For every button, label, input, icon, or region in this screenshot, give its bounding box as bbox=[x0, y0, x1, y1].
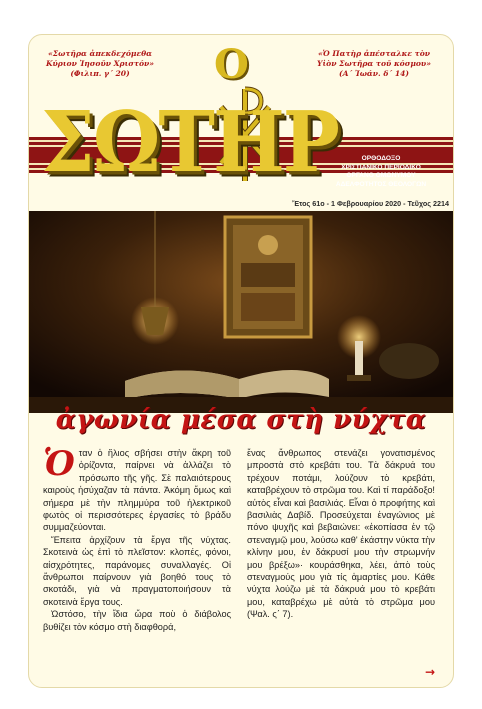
night-still-life-image bbox=[29, 211, 453, 413]
article-paragraph: Ὡστόσο, τὴν ἴδια ὥρα ποὺ ὁ διάβολος βυθίζει τὸν κόσμο στὴ διαφθορά, bbox=[43, 609, 231, 632]
article-headline: ἀγωνία μέσα στὴ νύχτα bbox=[55, 405, 427, 435]
masthead-quote-left: «Σωτῆρα ἀπεκδεχόμεθα Κύριον Ἰησοῦν Χριστόν» (Φιλιπ. γ΄ 20) bbox=[45, 49, 155, 78]
subtitle-line: ΟΡΘΟΔΟΞΟ bbox=[361, 155, 401, 162]
dropcap: Ὁ bbox=[43, 444, 75, 484]
article-column-right bbox=[247, 447, 435, 621]
masthead-quote-right: «Ὁ Πατὴρ ἀπέσταλκε τὸν Υἱὸν Σωτῆρα τοῦ κόσμου» (Α΄ Ἰωάν. δ΄ 14) bbox=[317, 49, 431, 78]
newspaper-page bbox=[28, 34, 454, 688]
continue-arrow-icon[interactable]: → bbox=[425, 665, 436, 679]
subtitle-line: ΧΡΙΣΤΙΑΝΙΚΟ ΠΕΡΙΟΔΙΚΟ bbox=[341, 163, 421, 171]
masthead-title: ΣΩΤΗΡ bbox=[41, 93, 338, 191]
paragraph-text: ταν ὁ ἥλιος σβήσει στὴν ἄκρη τοῦ ὁρίζοντα, παίρνει νὰ ἀλλάζει τὸ πρόσωπο τῆς γῆς. Σὲ παλαιότερους καιροὺς ἡσύχαζαν τὰ πάντα. Ἀκόμη ὅμως καὶ σήμερα μὲ τὴν πλημμύρα τοῦ ἠλεκτρικοῦ φωτὸς οἱ περισσότερες ἐργασίες τὸ βράδυ συμμαζεύονται. bbox=[43, 448, 231, 533]
masthead-subtitle bbox=[313, 155, 449, 189]
article-paragraph: Ἔπειτα ἀρχίζουν τὰ ἔργα τῆς νύχτας. Σκοτεινὰ ὡς ἐπὶ τὸ πλεῖστον: κλοπές, φόνοι, αἰσχρότητες, παράνομες συναλλαγές. Οἱ ἄνθρωποι παίρνουν γιὰ βοηθό τους τὸ σκοτάδι, γιὰ νὰ πραγματοποιήσουν τὰ σκοτεινὰ ἔργα τους. bbox=[43, 534, 231, 607]
issue-info: Ἔτος 61ο - 1 Φεβρουαρίου 2020 - Τεῦχος 2214 bbox=[292, 199, 449, 208]
subtitle-line: ΑΔΕΛΦΟΤΗΤΟΣ ΘΕΟΛΟΓΩΝ bbox=[335, 180, 427, 188]
subtitle-line: ΟΡΓΑΝΟ ΟΜΩΝΥΜΟΥ bbox=[346, 172, 416, 180]
masthead-article: Ο bbox=[214, 41, 249, 88]
article-paragraph bbox=[43, 444, 231, 534]
article-column-left bbox=[43, 444, 231, 633]
article-paragraph: ἕνας ἄνθρωπος στενάζει γονατισμένος μπροστὰ στὸ κρεβάτι του. Τὰ δάκρυά του τρέχουν ποτάμι, λούζουν τὸ κρεβάτι, καταβρέχουν τὸ στρῶμα του. Καὶ τί παράδοξο! αὐτὸς εἶναι καὶ βασιλιάς. Εἶναι ὁ προφήτης καὶ βασιλιὰς Δαβίδ. Προσεύχεται ἐναγώνιος μὲ πόνο ψυχῆς καὶ βεβαιώνει: «ἐκοπίασα ἐν τῷ στεναγμῷ μου, λούσω καθ' ἑκάστην νύκτα τὴν κλίνην μου, ἐν δάκρυσί μου τὴν στρωμνήν μου βρέξω»· κουράσθηκα, λέει, ἀπὸ τοὺς στεναγμούς μου γιὰ τίς ἁμαρτίες μου. Κάθε νύχτα λούζω μὲ τὰ δάκρυά μου τὸ κρεβάτι μου, καταβρέχω μὲ αὐτὰ τὸ στρῶμα μου (Ψαλ. ς΄ 7). bbox=[247, 448, 435, 620]
